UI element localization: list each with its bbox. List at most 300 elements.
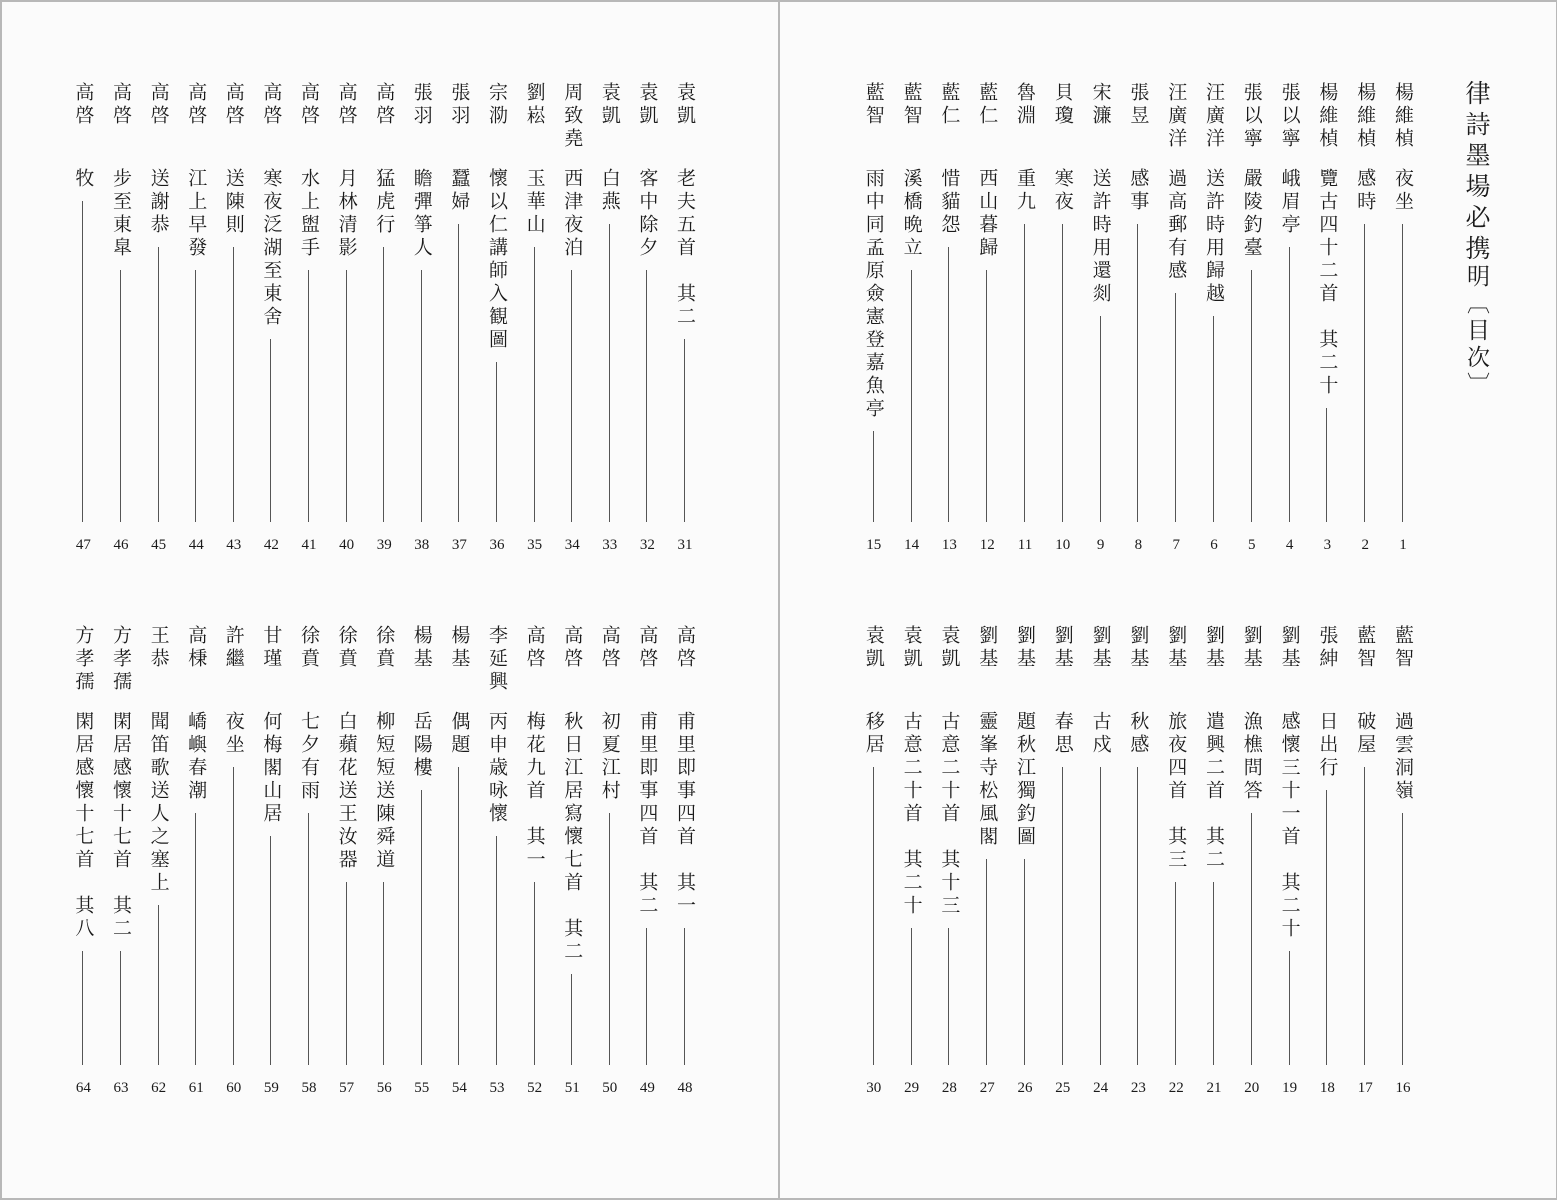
leader-line xyxy=(1024,224,1025,522)
toc-entry xyxy=(1161,82,1191,562)
toc-title: 步至東皐 xyxy=(110,168,132,260)
toc-author: 許繼 xyxy=(222,625,245,671)
page-number: 10 xyxy=(1055,537,1071,553)
toc-entry xyxy=(294,625,324,1105)
toc-author: 劉基 xyxy=(1165,625,1188,671)
toc-title: 靈峯寺松風閣 xyxy=(976,711,999,849)
page-number: 29 xyxy=(904,1080,920,1096)
leader-line xyxy=(609,813,610,1065)
page-number: 9 xyxy=(1096,537,1105,553)
toc-title: 送許時用還剡 xyxy=(1089,168,1112,306)
leader-line xyxy=(571,270,572,522)
page-number: 11 xyxy=(1017,537,1033,553)
toc-author: 楊維楨 xyxy=(1354,82,1377,151)
leader-line xyxy=(1175,293,1176,522)
toc-author: 張昱 xyxy=(1127,82,1150,128)
page-number: 60 xyxy=(226,1080,242,1096)
leader-line xyxy=(1289,247,1290,522)
toc-entry xyxy=(1010,625,1040,1105)
leader-line xyxy=(1024,859,1025,1065)
toc-entry xyxy=(68,625,98,1105)
toc-entry xyxy=(219,625,249,1105)
toc-title: 嶠嶼春潮 xyxy=(185,711,208,803)
toc-author: 劉基 xyxy=(1089,625,1112,671)
toc-entry xyxy=(181,82,211,562)
leader-line xyxy=(1364,767,1365,1065)
toc-title: 岳陽樓 xyxy=(410,711,433,780)
toc-title: 移居 xyxy=(862,711,885,757)
toc-entry xyxy=(181,625,211,1105)
leader-line xyxy=(1100,316,1101,522)
page-number: 49 xyxy=(639,1080,655,1096)
toc-entry xyxy=(144,625,174,1105)
toc-author: 高啓 xyxy=(598,625,621,671)
page-number: 40 xyxy=(339,537,355,553)
toc-author: 高啓 xyxy=(561,625,584,671)
toc-author: 高啓 xyxy=(147,82,170,128)
toc-author: 劉基 xyxy=(1240,625,1263,671)
toc-title: 感懷三十一首 其二十 xyxy=(1278,711,1301,941)
toc-entry xyxy=(557,625,587,1105)
toc-title: 西津夜泊 xyxy=(561,168,584,260)
toc-entry xyxy=(256,625,286,1105)
page-number: 27 xyxy=(979,1080,995,1096)
page-number: 39 xyxy=(376,537,392,553)
page-number: 19 xyxy=(1282,1080,1298,1096)
leader-line xyxy=(1137,767,1138,1065)
toc-title: 送許時用歸越 xyxy=(1203,168,1225,306)
page-number: 63 xyxy=(113,1080,129,1096)
toc-author: 袁凱 xyxy=(674,82,696,128)
leader-line xyxy=(496,836,497,1065)
toc-title: 七夕有雨 xyxy=(298,711,320,803)
leader-line xyxy=(233,767,234,1065)
toc-entry xyxy=(670,82,700,562)
toc-entry xyxy=(106,82,136,562)
leader-line xyxy=(270,339,271,522)
leader-line xyxy=(1062,224,1063,522)
toc-entry xyxy=(256,82,286,562)
toc-author: 袁凱 xyxy=(900,625,923,671)
toc-entry xyxy=(557,82,587,562)
leader-line xyxy=(120,270,121,522)
toc-title: 梅花九首 其一 xyxy=(523,711,546,872)
toc-entry xyxy=(1350,82,1380,562)
toc-entry xyxy=(520,625,550,1105)
toc-title: 蠶婦 xyxy=(448,168,471,214)
toc-entry xyxy=(972,82,1002,562)
toc-author: 張以寧 xyxy=(1278,82,1301,151)
leader-line xyxy=(534,882,535,1065)
toc-author: 藍智 xyxy=(862,82,885,128)
page-number: 50 xyxy=(602,1080,618,1096)
toc-title: 玉華山 xyxy=(523,168,546,237)
leader-line xyxy=(308,270,309,522)
leader-line xyxy=(1326,408,1327,522)
toc-entry xyxy=(1199,625,1229,1105)
leader-line xyxy=(1213,316,1214,522)
toc-entry xyxy=(68,82,98,562)
page-number: 8 xyxy=(1134,537,1143,553)
toc-title: 西山暮歸 xyxy=(976,168,999,260)
toc-entry xyxy=(1237,625,1267,1105)
toc-entry xyxy=(1123,625,1153,1105)
leader-line xyxy=(120,951,121,1065)
toc-author: 高棅 xyxy=(185,625,208,671)
page-number: 47 xyxy=(75,537,91,553)
toc-author: 方孝孺 xyxy=(72,625,95,694)
leader-line xyxy=(308,813,309,1065)
toc-entry xyxy=(859,625,889,1105)
toc-author: 劉基 xyxy=(1127,625,1150,671)
toc-author: 汪廣洋 xyxy=(1203,82,1225,151)
toc-title: 白蘋花送王汝器 xyxy=(335,711,358,872)
toc-author: 張羽 xyxy=(448,82,471,128)
leader-line xyxy=(571,974,572,1065)
toc-author: 高啓 xyxy=(373,82,396,128)
toc-author: 汪廣洋 xyxy=(1165,82,1188,151)
toc-author: 袁凱 xyxy=(598,82,621,128)
toc-title: 瞻彈箏人 xyxy=(410,168,433,260)
leader-line xyxy=(158,905,159,1065)
toc-entry xyxy=(1275,625,1305,1105)
toc-author: 高啓 xyxy=(636,625,659,671)
leader-line xyxy=(986,859,987,1065)
toc-entry xyxy=(407,625,437,1105)
toc-entry xyxy=(369,82,399,562)
page-number: 41 xyxy=(301,537,317,553)
toc-author: 高啓 xyxy=(298,82,320,128)
toc-entry xyxy=(1010,82,1040,562)
page-number: 15 xyxy=(866,537,882,553)
page-number: 28 xyxy=(941,1080,957,1096)
page-number: 23 xyxy=(1130,1080,1146,1096)
page-number: 3 xyxy=(1323,537,1332,553)
toc-author: 楊基 xyxy=(448,625,471,671)
leader-line xyxy=(911,270,912,522)
leader-line xyxy=(1251,270,1252,522)
toc-entry xyxy=(482,625,512,1105)
toc-title: 閑居感懷十七首 其八 xyxy=(72,711,95,941)
page-number: 17 xyxy=(1357,1080,1373,1096)
leader-line xyxy=(82,951,83,1065)
toc-entry xyxy=(369,625,399,1105)
page-number: 24 xyxy=(1093,1080,1109,1096)
toc-author: 藍仁 xyxy=(938,82,961,128)
toc-title: 夜坐 xyxy=(222,711,245,757)
leader-line xyxy=(873,767,874,1065)
toc-title: 送陳則 xyxy=(222,168,245,237)
toc-title: 閑居感懷十七首 其二 xyxy=(110,711,132,941)
toc-author: 藍智 xyxy=(1354,625,1377,671)
leader-line xyxy=(1251,813,1252,1065)
leader-line xyxy=(1326,790,1327,1065)
toc-author: 袁凱 xyxy=(862,625,885,671)
toc-entry xyxy=(444,625,474,1105)
book-title: 律詩墨場必携 xyxy=(1462,80,1491,266)
leader-line xyxy=(986,270,987,522)
page-number: 1 xyxy=(1399,537,1407,553)
toc-title: 白燕 xyxy=(598,168,621,214)
leader-line xyxy=(458,767,459,1065)
toc-author: 周致堯 xyxy=(561,82,584,151)
toc-title: 覽古四十二首 其二十 xyxy=(1316,168,1339,398)
leader-line xyxy=(496,362,497,522)
page-number: 57 xyxy=(339,1080,355,1096)
toc-title: 送謝恭 xyxy=(147,168,170,237)
toc-author: 王恭 xyxy=(147,625,170,671)
leader-line xyxy=(1402,813,1403,1065)
leader-line xyxy=(1364,224,1365,522)
page-number: 56 xyxy=(376,1080,392,1096)
toc-title: 題秋江獨釣圖 xyxy=(1014,711,1036,849)
toc-author: 徐賁 xyxy=(373,625,396,671)
toc-title: 客中除夕 xyxy=(636,168,659,260)
page-number: 59 xyxy=(263,1080,279,1096)
leader-line xyxy=(383,882,384,1065)
toc-title: 甫里即事四首 其一 xyxy=(674,711,696,918)
toc-entry xyxy=(934,82,964,562)
toc-title: 秋感 xyxy=(1127,711,1150,757)
page-number: 20 xyxy=(1244,1080,1260,1096)
page-number: 18 xyxy=(1319,1080,1335,1096)
toc-title: 水上盥手 xyxy=(298,168,320,260)
toc-title: 古戍 xyxy=(1089,711,1112,757)
toc-entry xyxy=(1312,625,1342,1105)
page-number: 13 xyxy=(941,537,957,553)
page-number: 12 xyxy=(979,537,995,553)
toc-entry xyxy=(670,625,700,1105)
toc-entry xyxy=(444,82,474,562)
leader-line xyxy=(1402,224,1403,522)
page-number: 52 xyxy=(527,1080,543,1096)
toc-author: 高啓 xyxy=(523,625,546,671)
page-number: 32 xyxy=(639,537,655,553)
toc-entry xyxy=(294,82,324,562)
toc-title: 日出行 xyxy=(1316,711,1339,780)
toc-entry xyxy=(1123,82,1153,562)
toc-title: 古意二十首 其十三 xyxy=(938,711,961,918)
leader-line xyxy=(873,431,874,522)
leader-line xyxy=(158,247,159,522)
leader-line xyxy=(1213,882,1214,1065)
toc-entry xyxy=(972,625,1002,1105)
toc-title: 秋日江居寫懷七首 其二 xyxy=(561,711,584,964)
toc-title: 柳短短送陳舜道 xyxy=(373,711,396,872)
toc-entry xyxy=(632,625,662,1105)
toc-author: 藍智 xyxy=(900,82,923,128)
leader-line xyxy=(82,201,83,522)
toc-entry xyxy=(1048,82,1078,562)
toc-author: 張以寧 xyxy=(1240,82,1263,151)
toc-entry xyxy=(520,82,550,562)
toc-author: 劉崧 xyxy=(523,82,546,128)
leader-line xyxy=(233,247,234,522)
toc-author: 劉基 xyxy=(1051,625,1074,671)
page-number: 5 xyxy=(1248,537,1256,553)
leader-line xyxy=(421,270,422,522)
toc-author: 張紳 xyxy=(1316,625,1339,671)
toc-author: 劉基 xyxy=(976,625,999,671)
toc-entry xyxy=(897,625,927,1105)
toc-title: 雨中同孟原僉憲登嘉魚亭 xyxy=(862,168,885,421)
toc-title: 牧 xyxy=(72,168,95,191)
toc-title: 感時 xyxy=(1354,168,1377,214)
toc-author: 宋濂 xyxy=(1089,82,1112,128)
toc-author: 貝瓊 xyxy=(1051,82,1074,128)
page-number: 14 xyxy=(904,537,920,553)
toc-title: 何梅閣山居 xyxy=(260,711,283,826)
toc-title: 過高郵有感 xyxy=(1165,168,1188,283)
toc-title: 過雲洞嶺 xyxy=(1392,711,1414,803)
toc-author: 高啓 xyxy=(674,625,696,671)
page-number: 61 xyxy=(188,1080,204,1096)
toc-entry xyxy=(1048,625,1078,1105)
toc-title: 寒夜泛湖至東舍 xyxy=(260,168,283,329)
leader-line xyxy=(346,882,347,1065)
toc-title: 寒夜 xyxy=(1051,168,1074,214)
toc-author: 魯淵 xyxy=(1014,82,1036,128)
toc-author: 張羽 xyxy=(410,82,433,128)
toc-entry xyxy=(1275,82,1305,562)
leader-line xyxy=(1175,882,1176,1065)
toc-title: 丙申歳咏懷 xyxy=(486,711,508,826)
toc-entry xyxy=(934,625,964,1105)
leader-line xyxy=(646,270,647,522)
leader-line xyxy=(421,790,422,1065)
page-number: 58 xyxy=(301,1080,317,1096)
page-number: 38 xyxy=(414,537,430,553)
page-number: 64 xyxy=(75,1080,91,1096)
toc-title: 初夏江村 xyxy=(598,711,621,803)
toc-entry xyxy=(1086,82,1116,562)
toc-title: 惜貓怨 xyxy=(938,168,961,237)
toc-author: 楊維楨 xyxy=(1392,82,1414,151)
toc-author: 徐賁 xyxy=(298,625,320,671)
toc-entry xyxy=(332,82,362,562)
toc-title: 破屋 xyxy=(1354,711,1377,757)
toc-entry xyxy=(106,625,136,1105)
leader-line xyxy=(609,224,610,522)
page-number: 62 xyxy=(151,1080,167,1096)
leader-line xyxy=(270,836,271,1065)
toc-entry xyxy=(1388,82,1418,562)
toc-author: 袁凱 xyxy=(636,82,659,128)
toc-entry xyxy=(219,82,249,562)
page-number: 26 xyxy=(1017,1080,1033,1096)
toc-author: 高啓 xyxy=(72,82,95,128)
toc-title: 峨眉亭 xyxy=(1278,168,1301,237)
page-number: 55 xyxy=(414,1080,430,1096)
section-subtitle: 明〔目次〕 xyxy=(1463,264,1489,399)
leader-line xyxy=(195,813,196,1065)
page-number: 51 xyxy=(564,1080,580,1096)
page-number: 36 xyxy=(489,537,505,553)
toc-entry xyxy=(859,82,889,562)
page-number: 46 xyxy=(113,537,129,553)
leader-line xyxy=(1062,767,1063,1065)
leader-line xyxy=(383,247,384,522)
toc-title: 月林清影 xyxy=(335,168,358,260)
toc-author: 楊維楨 xyxy=(1316,82,1339,151)
leader-line xyxy=(911,928,912,1065)
leader-line xyxy=(646,928,647,1065)
toc-entry xyxy=(1312,82,1342,562)
toc-entry xyxy=(595,82,625,562)
page-number: 35 xyxy=(527,537,543,553)
toc-entry xyxy=(632,82,662,562)
page-number: 34 xyxy=(564,537,580,553)
toc-entry xyxy=(897,82,927,562)
toc-title: 感事 xyxy=(1127,168,1150,214)
page-number: 6 xyxy=(1210,537,1218,553)
page-number: 45 xyxy=(151,537,167,553)
left-page xyxy=(2,2,778,1198)
page-number: 2 xyxy=(1361,537,1369,553)
toc-title: 江上早發 xyxy=(185,168,208,260)
toc-author: 劉基 xyxy=(1278,625,1301,671)
page-number: 16 xyxy=(1395,1080,1411,1096)
toc-title: 甫里即事四首 其二 xyxy=(636,711,659,918)
toc-title: 夜坐 xyxy=(1392,168,1414,214)
toc-entry xyxy=(144,82,174,562)
toc-author: 徐賁 xyxy=(335,625,358,671)
toc-title: 偶題 xyxy=(448,711,471,757)
leader-line xyxy=(1289,951,1290,1065)
right-page xyxy=(780,2,1556,1198)
page-number: 54 xyxy=(451,1080,467,1096)
page-number: 30 xyxy=(866,1080,882,1096)
toc-author: 劉基 xyxy=(1014,625,1036,671)
toc-title: 遣興二首 其二 xyxy=(1203,711,1225,872)
toc-title: 聞笛歌送人之塞上 xyxy=(147,711,170,895)
toc-entry xyxy=(1237,82,1267,562)
toc-author: 李延興 xyxy=(486,625,508,694)
toc-author: 高啓 xyxy=(260,82,283,128)
page-number: 7 xyxy=(1172,537,1180,553)
toc-entry xyxy=(407,82,437,562)
toc-entry xyxy=(1388,625,1418,1105)
toc-entry xyxy=(595,625,625,1105)
page-number: 48 xyxy=(677,1080,693,1096)
leader-line xyxy=(1137,224,1138,522)
leader-line xyxy=(458,224,459,522)
toc-title: 重九 xyxy=(1014,168,1036,214)
page-number: 31 xyxy=(677,537,693,553)
toc-author: 楊基 xyxy=(410,625,433,671)
toc-title: 古意二十首 其二十 xyxy=(900,711,923,918)
toc-author: 藍智 xyxy=(1392,625,1414,671)
toc-entry xyxy=(1086,625,1116,1105)
page-number: 22 xyxy=(1168,1080,1184,1096)
toc-title: 春思 xyxy=(1051,711,1074,757)
page-number: 43 xyxy=(226,537,242,553)
leader-line xyxy=(948,247,949,522)
toc-author: 袁凱 xyxy=(938,625,961,671)
page-number: 33 xyxy=(602,537,618,553)
toc-title: 漁樵問答 xyxy=(1240,711,1263,803)
leader-line xyxy=(346,270,347,522)
leader-line xyxy=(195,270,196,522)
toc-entry xyxy=(332,625,362,1105)
toc-author: 高啓 xyxy=(185,82,208,128)
toc-author: 藍仁 xyxy=(976,82,999,128)
page-number: 44 xyxy=(188,537,204,553)
toc-title: 旅夜四首 其三 xyxy=(1165,711,1188,872)
page-number: 4 xyxy=(1285,537,1294,553)
leader-line xyxy=(534,247,535,522)
page-number: 21 xyxy=(1206,1080,1222,1096)
